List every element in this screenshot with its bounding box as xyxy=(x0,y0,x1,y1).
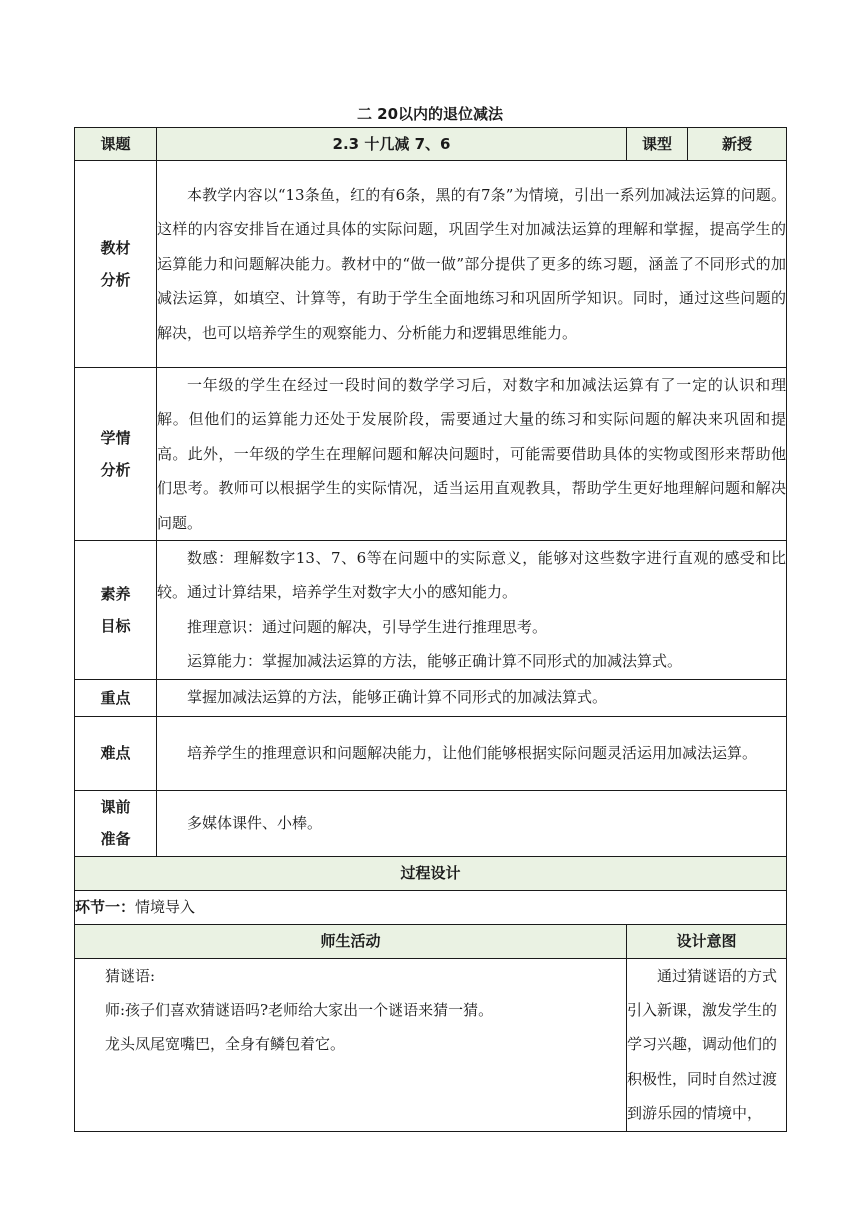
literacy-goals-label-line2: 目标 xyxy=(100,616,131,635)
step-heading xyxy=(75,890,787,924)
preparation-text: 多媒体课件、小棒。 xyxy=(187,813,323,832)
literacy-goal-number-sense: 数感：理解数字13、7、6等在问题中的实际意义，能够对这些数字进行直观的感受和比较。通过计算结果，培养学生对数字大小的感知能力。 xyxy=(157,549,786,602)
literacy-goals-row xyxy=(75,541,787,680)
textbook-analysis-paragraph: 本教学内容以“13条鱼，红的有6条，黑的有7条”为情境，引出一系列加减法运算的问题。这样的内容安排旨在通过具体的实际问题，巩固学生对加减法运算的理解和掌握，提高学生的运算能力和问题解决能力。教材中的“做一做”部分提供了更多的练习题，涵盖了不同形式的加减法运算，如填空、计算等，有助于学生全面地练习和巩固所学知识。同时，通过这些问题的解决，也可以培养学生的观察能力、分析能力和逻辑思维能力。 xyxy=(157,185,786,342)
student-analysis-label-line1: 学情 xyxy=(100,429,131,448)
key-point-row xyxy=(75,679,787,716)
student-analysis-content xyxy=(157,368,787,541)
literacy-goal-reasoning: 推理意识：通过问题的解决，引导学生进行推理思考。 xyxy=(187,617,548,636)
topic-value: 2.3 十几减 7、6 xyxy=(157,128,627,161)
step-row xyxy=(75,890,787,924)
step-name: 情境导入 xyxy=(135,898,196,917)
key-point-text: 掌握加减法运算的方法，能够正确计算不同形式的加减法算式。 xyxy=(187,688,608,707)
textbook-analysis-content xyxy=(157,161,787,368)
literacy-goals-label-line1: 素养 xyxy=(100,584,131,603)
type-label: 课型 xyxy=(627,128,688,161)
process-title-row xyxy=(75,856,787,890)
student-analysis-label-line2: 分析 xyxy=(100,461,131,480)
preparation-label-line2: 准备 xyxy=(100,830,131,849)
preparation-row xyxy=(75,790,787,856)
student-analysis-paragraph: 一年级的学生在经过一段时间的数学学习后，对数字和加减法运算有了一定的认识和理解。但他们的运算能力还处于发展阶段，需要通过大量的练习和实际问题的解决来巩固和提高。此外，一年级的学生在理解问题和解决问题时，可能需要借助具体的实物或图形来帮助他们思考。教师可以根据学生的实际情况，适当运用直观教具，帮助学生更好地理解问题和解决问题。 xyxy=(157,376,786,532)
textbook-analysis-row xyxy=(75,161,787,368)
activity-content xyxy=(75,958,627,1131)
literacy-goals-content xyxy=(157,541,787,680)
difficulty-row xyxy=(75,716,787,790)
step-label: 环节一： xyxy=(75,898,136,917)
activity-column-header: 师生活动 xyxy=(75,924,627,958)
activity-line: 龙头凤尾宽嘴巴，全身有鳞包着它。 xyxy=(105,1035,346,1054)
activity-line: 师:孩子们喜欢猜谜语吗?老师给大家出一个谜语来猜一猜。 xyxy=(105,1001,494,1020)
difficulty-label: 难点 xyxy=(75,716,157,790)
intent-text: 通过猜谜语的方式引入新课，激发学生的学习兴趣，调动他们的积极性，同时自然过渡到游乐园的情境中， xyxy=(627,966,778,1123)
preparation-content xyxy=(157,790,787,856)
key-point-label: 重点 xyxy=(75,679,157,716)
textbook-analysis-label-line1: 教材 xyxy=(100,239,131,257)
difficulty-content xyxy=(157,716,787,790)
key-point-content xyxy=(157,679,787,716)
activity-row xyxy=(75,958,787,1131)
process-title: 过程设计 xyxy=(75,856,787,890)
activity-line: 猜谜语: xyxy=(105,966,156,985)
activity-header-row xyxy=(75,924,787,958)
textbook-analysis-label-line2: 分析 xyxy=(100,271,131,289)
literacy-goals-label xyxy=(75,541,157,680)
lesson-plan-table xyxy=(74,127,787,1132)
preparation-label xyxy=(75,790,157,856)
intent-content xyxy=(627,958,787,1131)
preparation-label-line1: 课前 xyxy=(100,798,131,817)
literacy-goal-computation: 运算能力：掌握加减法运算的方法，能够正确计算不同形式的加减法算式。 xyxy=(187,652,683,671)
student-analysis-row xyxy=(75,368,787,541)
intent-column-header: 设计意图 xyxy=(627,924,787,958)
topic-label: 课题 xyxy=(75,128,157,161)
difficulty-text: 培养学生的推理意识和问题解决能力，让他们能够根据实际问题灵活运用加减法运算。 xyxy=(187,743,758,762)
type-value: 新授 xyxy=(688,128,787,161)
textbook-analysis-label xyxy=(75,161,157,368)
topic-row xyxy=(75,128,787,161)
student-analysis-label xyxy=(75,368,157,541)
page-title: 二 20以内的退位减法 xyxy=(356,105,504,123)
